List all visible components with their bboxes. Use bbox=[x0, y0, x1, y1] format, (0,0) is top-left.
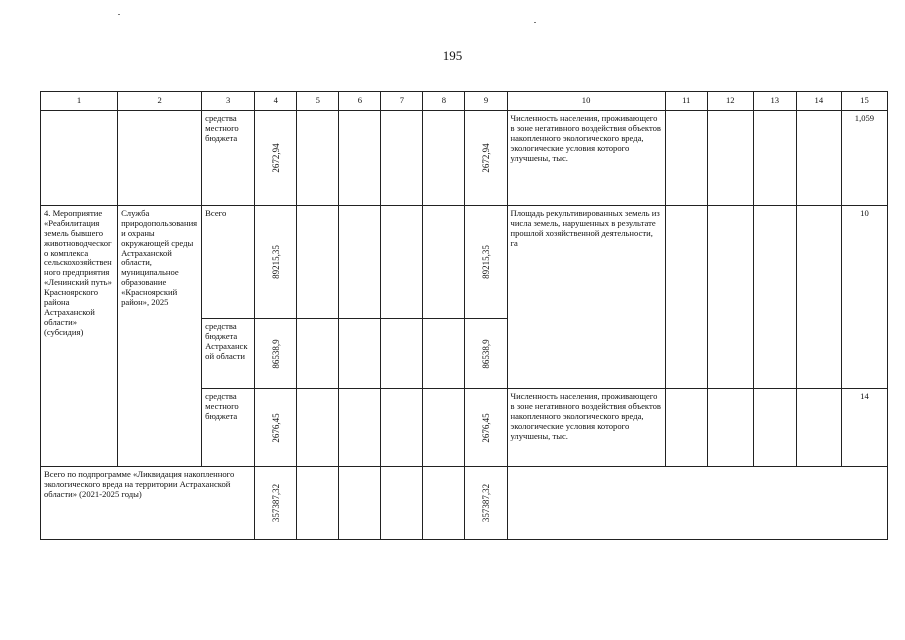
empty-cell bbox=[753, 206, 796, 389]
empty-cell bbox=[381, 206, 423, 319]
funding-source-cell: Всего bbox=[202, 206, 255, 319]
funding-source-cell: средства местного бюджета bbox=[202, 389, 255, 467]
amount-cell-col9 bbox=[465, 206, 507, 319]
executor-cell: Служба природопользования и охраны окружающей среды Астраханской области, муниципальное образование «Красноярский район», 2025 bbox=[118, 206, 202, 467]
funding-source-cell: средства местного бюджета bbox=[202, 111, 255, 206]
empty-cell bbox=[423, 206, 465, 319]
empty-cell bbox=[707, 389, 753, 467]
header-cell-9: 9 bbox=[465, 92, 507, 111]
empty-cell bbox=[297, 111, 339, 206]
empty-cell bbox=[297, 319, 339, 389]
empty-cell bbox=[339, 111, 381, 206]
amount-value: 357387,32 bbox=[480, 483, 491, 523]
funding-source-cell: средства бюджета Астраханской области bbox=[202, 319, 255, 389]
amount-value: 2676,45 bbox=[480, 412, 491, 443]
header-cell-14: 14 bbox=[796, 92, 841, 111]
empty-cell bbox=[423, 389, 465, 467]
header-row bbox=[41, 92, 888, 111]
table-row-local-budget-prev bbox=[41, 111, 888, 206]
header-cell-11: 11 bbox=[665, 92, 707, 111]
amount-cell-col9 bbox=[465, 111, 507, 206]
empty-cell bbox=[297, 389, 339, 467]
empty-cell bbox=[381, 389, 423, 467]
empty-cell bbox=[796, 111, 841, 206]
amount-value: 357387,32 bbox=[270, 483, 281, 523]
empty-cell bbox=[297, 467, 339, 540]
amount-cell-col4 bbox=[255, 467, 297, 540]
activity-name-cell: 4. Мероприятие «Реабилитация земель бывшего животноводческого комплекса сельскохозяйственного предприятия «Ленинский путь» Красноярского района Астраханской области» (субсидия) bbox=[41, 206, 118, 467]
amount-value: 2676,45 bbox=[270, 412, 281, 443]
amount-cell-col9 bbox=[465, 319, 507, 389]
header-cell-13: 13 bbox=[753, 92, 796, 111]
empty-cell bbox=[381, 467, 423, 540]
amount-value: 89215,35 bbox=[480, 245, 491, 279]
scan-speck bbox=[118, 14, 120, 15]
amount-cell-col4 bbox=[255, 206, 297, 319]
header-cell-2: 2 bbox=[118, 92, 202, 111]
amount-cell-col4 bbox=[255, 389, 297, 467]
header-cell-3: 3 bbox=[202, 92, 255, 111]
header-cell-12: 12 bbox=[707, 92, 753, 111]
table-row-subprogram-total bbox=[41, 467, 888, 540]
header-cell-7: 7 bbox=[381, 92, 423, 111]
target-value-cell: 14 bbox=[841, 389, 887, 467]
empty-cell bbox=[665, 206, 707, 389]
amount-value: 2672,94 bbox=[480, 143, 491, 173]
header-cell-10: 10 bbox=[507, 92, 665, 111]
amount-cell-col4 bbox=[255, 319, 297, 389]
header-cell-1: 1 bbox=[41, 92, 118, 111]
empty-cell bbox=[753, 111, 796, 206]
empty-cell bbox=[665, 111, 707, 206]
empty-cell bbox=[753, 389, 796, 467]
empty-cell bbox=[423, 111, 465, 206]
amount-value: 86538,9 bbox=[270, 338, 281, 369]
header-cell-4: 4 bbox=[255, 92, 297, 111]
empty-cell bbox=[707, 206, 753, 389]
header-cell-8: 8 bbox=[423, 92, 465, 111]
empty-cell bbox=[796, 389, 841, 467]
scan-speck bbox=[534, 22, 536, 23]
target-value-cell: 1,059 bbox=[841, 111, 887, 206]
empty-cell bbox=[507, 467, 887, 540]
header-cell-6: 6 bbox=[339, 92, 381, 111]
empty-cell bbox=[339, 389, 381, 467]
indicator-cell: Площадь рекультивированных земель из числа земель, нарушенных в результате прошлой хозяйственной деятельности, га bbox=[507, 206, 665, 389]
empty-cell bbox=[297, 206, 339, 319]
empty-cell bbox=[423, 319, 465, 389]
empty-cell bbox=[707, 111, 753, 206]
empty-cell bbox=[118, 111, 202, 206]
header-cell-5: 5 bbox=[297, 92, 339, 111]
indicator-cell: Численность населения, проживающего в зоне негативного воздействия объектов накопленного экологического вреда, экологические условия которого улучшены, тыс. bbox=[507, 111, 665, 206]
indicator-cell: Численность населения, проживающего в зоне негативного воздействия объектов накопленного экологического вреда, экологические условия которого улучшены, тыс. bbox=[507, 389, 665, 467]
header-cell-15: 15 bbox=[841, 92, 887, 111]
table-row-activity-total bbox=[41, 206, 888, 319]
amount-value: 2672,94 bbox=[270, 143, 281, 173]
target-value-cell: 10 bbox=[841, 206, 887, 389]
empty-cell bbox=[339, 206, 381, 319]
empty-cell bbox=[381, 111, 423, 206]
empty-cell bbox=[665, 389, 707, 467]
empty-cell bbox=[796, 206, 841, 389]
program-table bbox=[40, 91, 888, 540]
amount-value: 89215,35 bbox=[270, 245, 281, 279]
empty-cell bbox=[423, 467, 465, 540]
empty-cell bbox=[381, 319, 423, 389]
amount-cell-col4 bbox=[255, 111, 297, 206]
page-number: 195 bbox=[442, 48, 463, 63]
empty-cell bbox=[41, 111, 118, 206]
empty-cell bbox=[339, 319, 381, 389]
empty-cell bbox=[339, 467, 381, 540]
amount-cell-col9 bbox=[465, 389, 507, 467]
amount-value: 86538,9 bbox=[480, 338, 491, 369]
amount-cell-col9 bbox=[465, 467, 507, 540]
subprogram-total-label: Всего по подпрограмме «Ликвидация накопленного экологического вреда на территории Астраханской области» (2021-2025 годы) bbox=[41, 467, 255, 540]
